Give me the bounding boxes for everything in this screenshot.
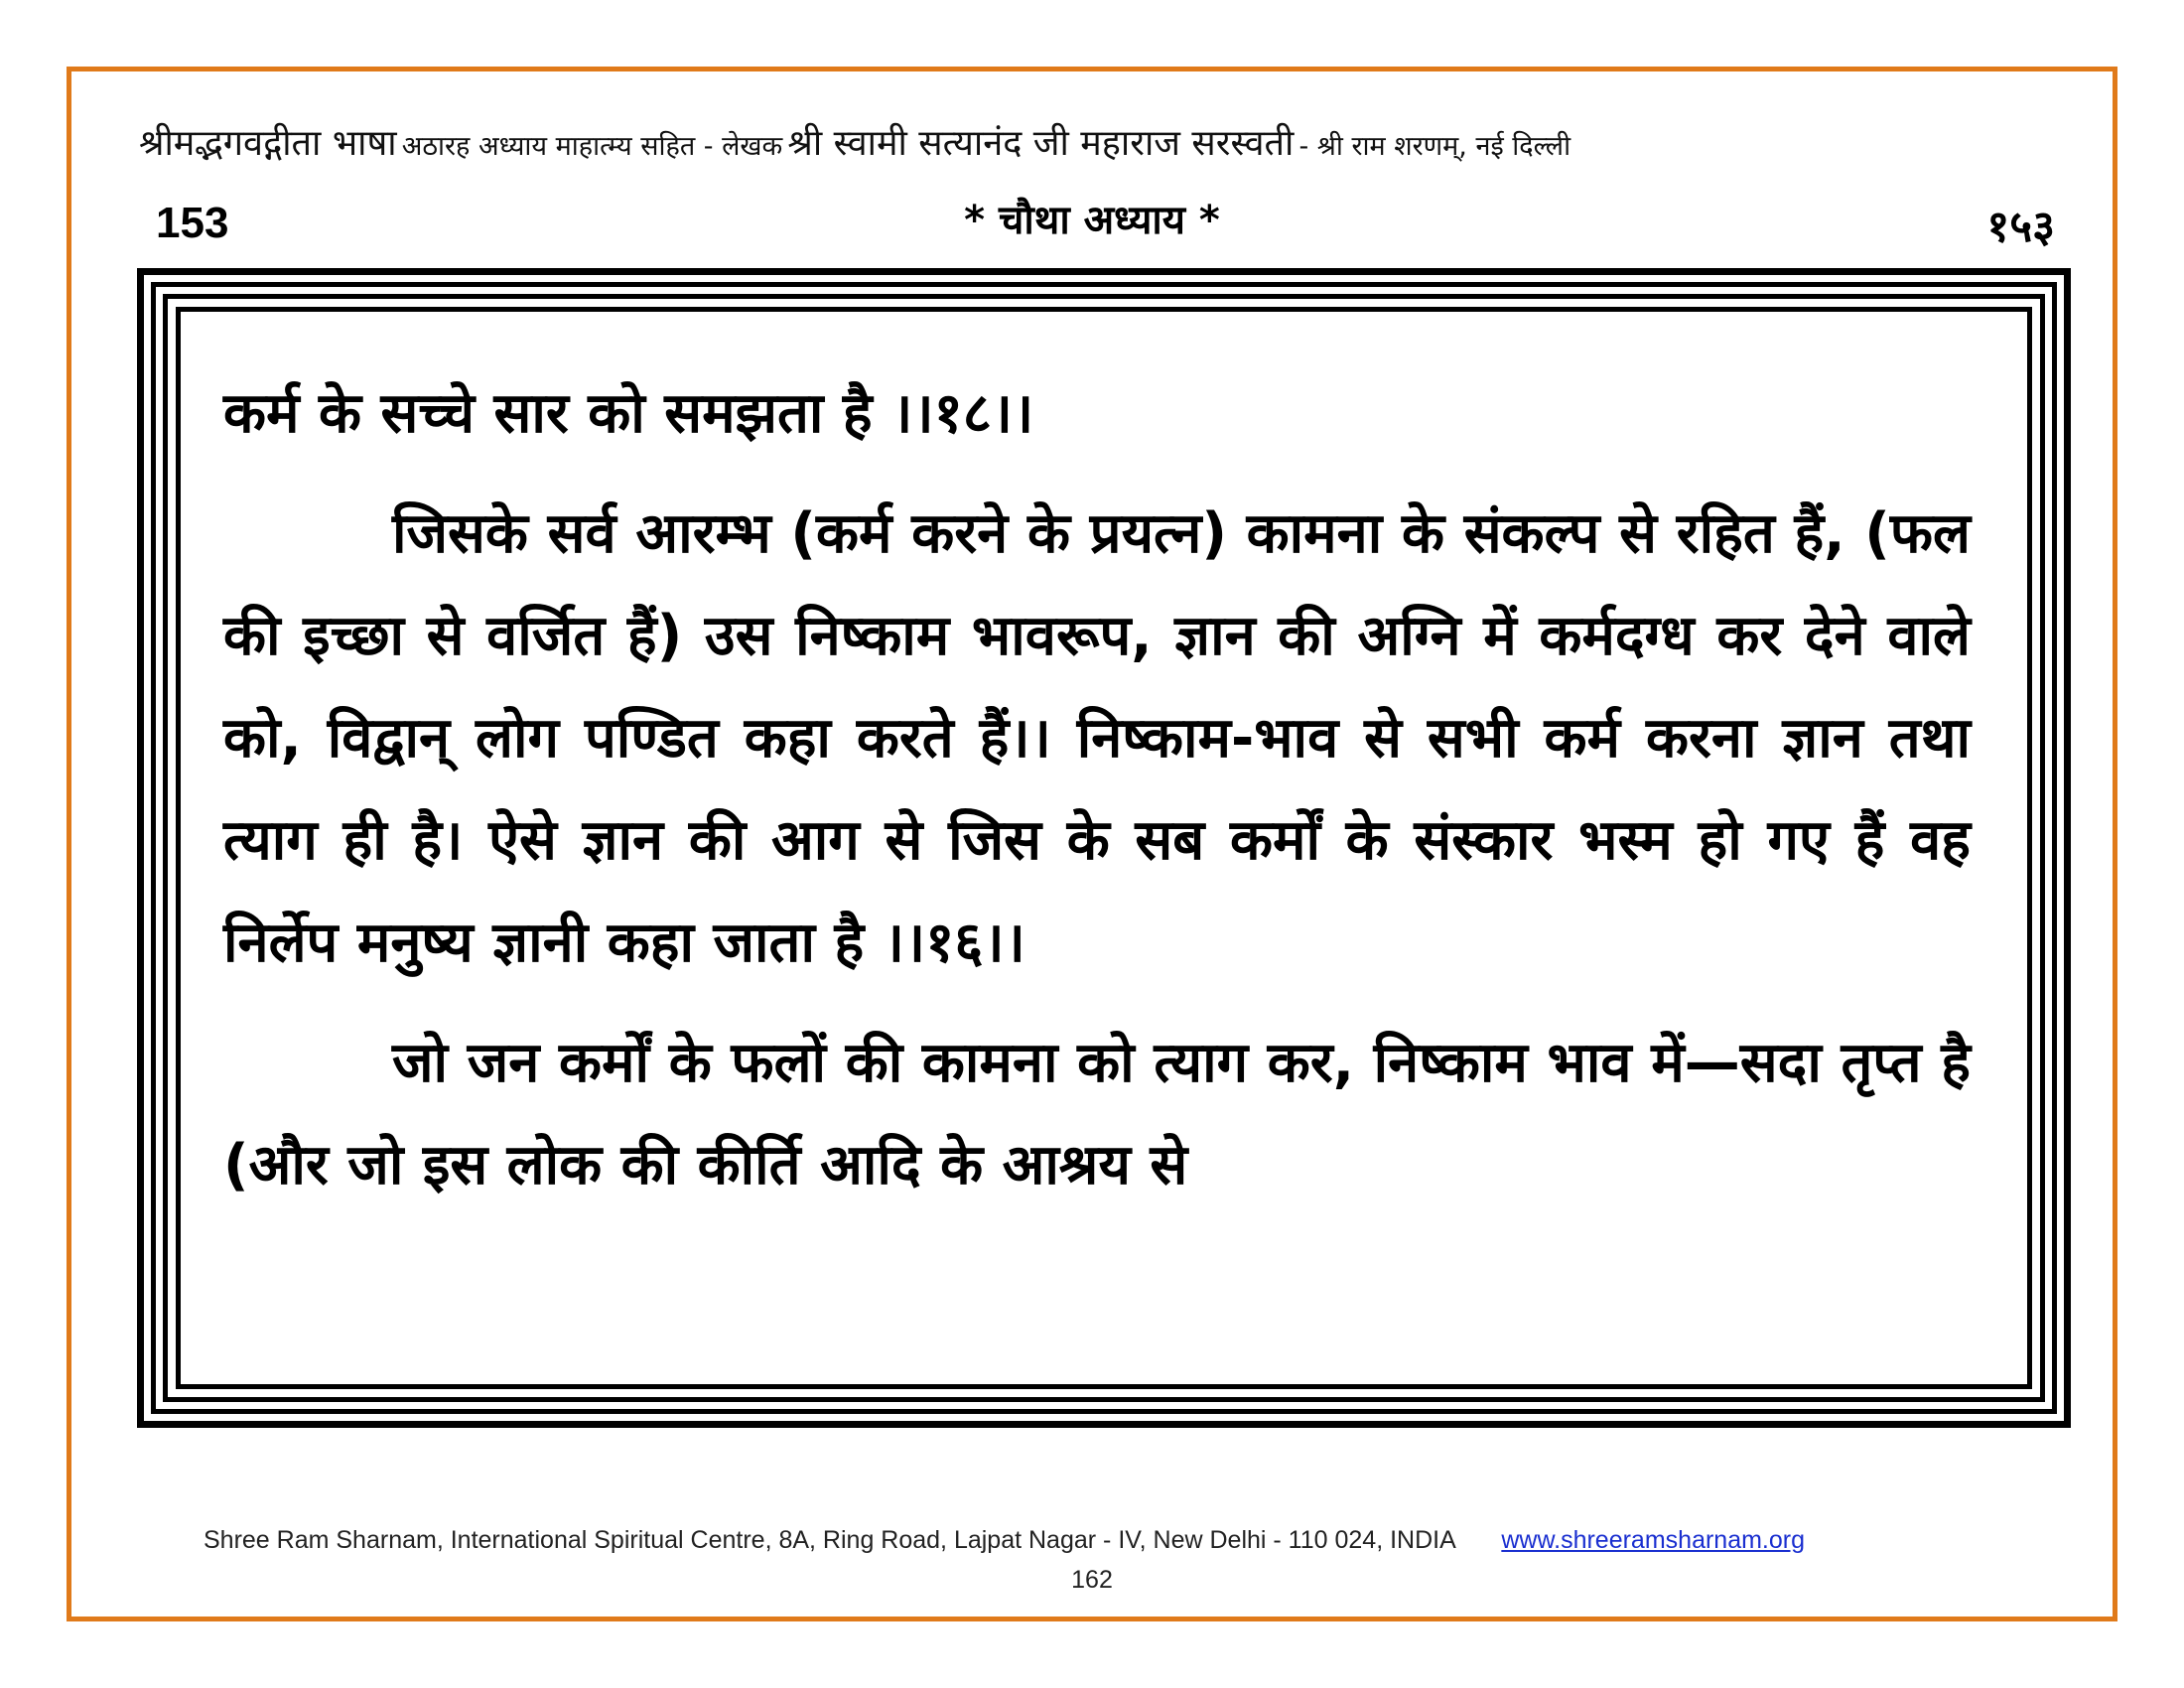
paragraph-3: जो जन कर्मों के फलों की कामना को त्याग कर, निष्काम भाव में—सदा तृप्त है (और जो इस लोक की कीर्ति आदि के आश्रय से bbox=[223, 1031, 1971, 1197]
footer-page-number: 162 bbox=[1071, 1566, 1113, 1594]
page-number-right: १५३ bbox=[1986, 202, 2055, 252]
author-name: श्री स्वामी सत्यानंद जी महाराज सरस्वती bbox=[787, 123, 1295, 164]
body-text bbox=[223, 362, 1971, 1234]
book-subtitle: अठारह अध्याय माहात्म्य सहित - लेखक bbox=[401, 131, 783, 162]
running-header bbox=[139, 117, 2055, 166]
page-number-left: 153 bbox=[156, 199, 229, 247]
publisher-name: - श्री राम शरणम्, नई दिल्ली bbox=[1298, 131, 1571, 162]
footer-address: Shree Ram Sharnam, International Spiritual Centre, 8A, Ring Road, Lajpat Nagar - IV, New Delhi - 110 024, INDIA bbox=[204, 1526, 1455, 1554]
website-link[interactable]: www.shreeramsharnam.org bbox=[1501, 1526, 1806, 1554]
book-title: श्रीमद्भगवद्गीता भाषा bbox=[139, 123, 397, 164]
paragraph-1: कर्म के सच्चे सार को समझता है ।।१८।। bbox=[223, 381, 1034, 446]
chapter-title: * चौथा अध्याय * bbox=[964, 198, 1220, 243]
paragraph-2: जिसके सर्व आरम्भ (कर्म करने के प्रयत्न) कामना के संकल्प से रहित हैं, (फल की इच्छा से वर्जित हैं) उस निष्काम भावरूप, ज्ञान की अग्नि में कर्मदग्ध कर देने वाले को, विद्वान् लोग पण्डित कहा करते हैं।। निष्काम-भाव से सभी कर्म करना ज्ञान तथा त्याग ही है। ऐसे ज्ञान की आग से जिस के सब कर्मों के संस्कार भस्म हो गए हैं वह निर्लेप मनुष्य ज्ञानी कहा जाता है ।।१६।। bbox=[223, 501, 1971, 975]
footer bbox=[204, 1526, 1805, 1555]
